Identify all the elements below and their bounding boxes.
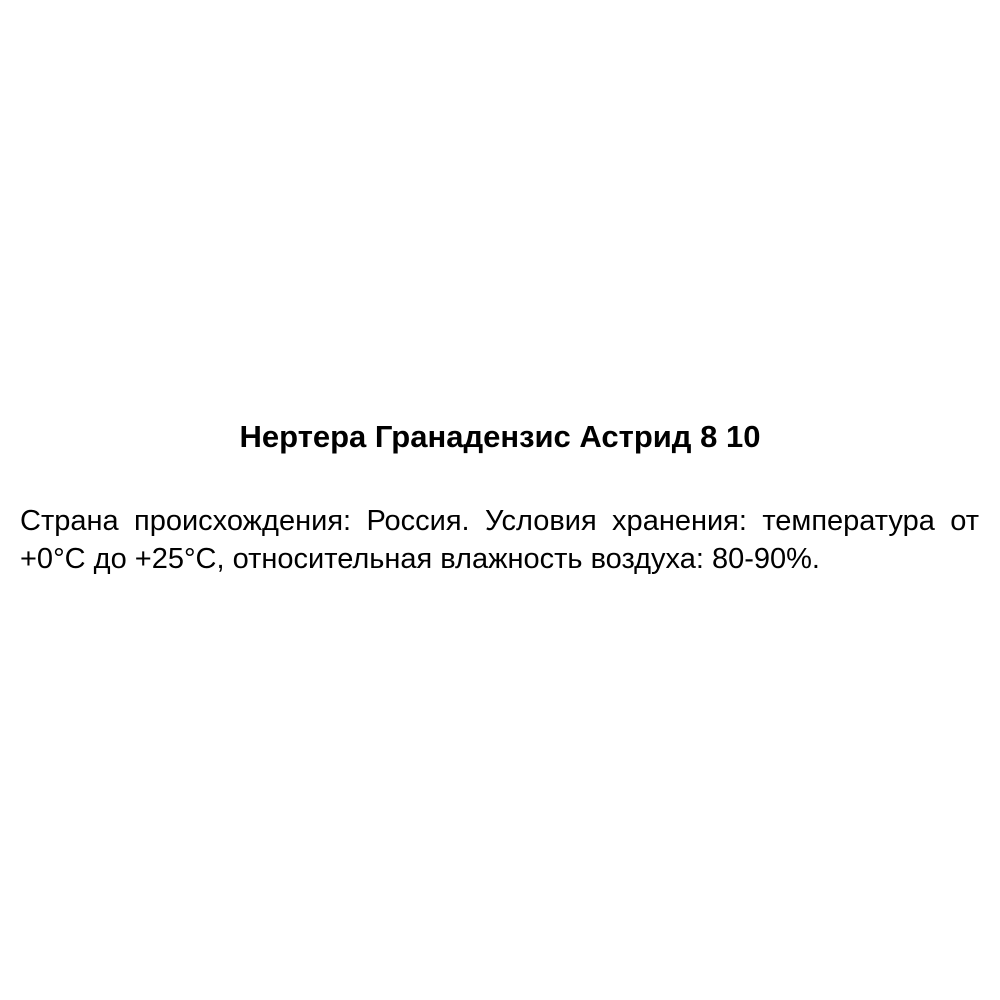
product-title: Нертера Гранадензис Астрид 8 10 [239, 419, 761, 454]
description-line-2: +0°С до +25°С, относительная влажность воздуха: 80-90%. [20, 543, 820, 575]
description-line-1: Страна происхождения: Россия. Условия хранения: температура от [20, 505, 979, 537]
product-description [20, 502, 979, 578]
